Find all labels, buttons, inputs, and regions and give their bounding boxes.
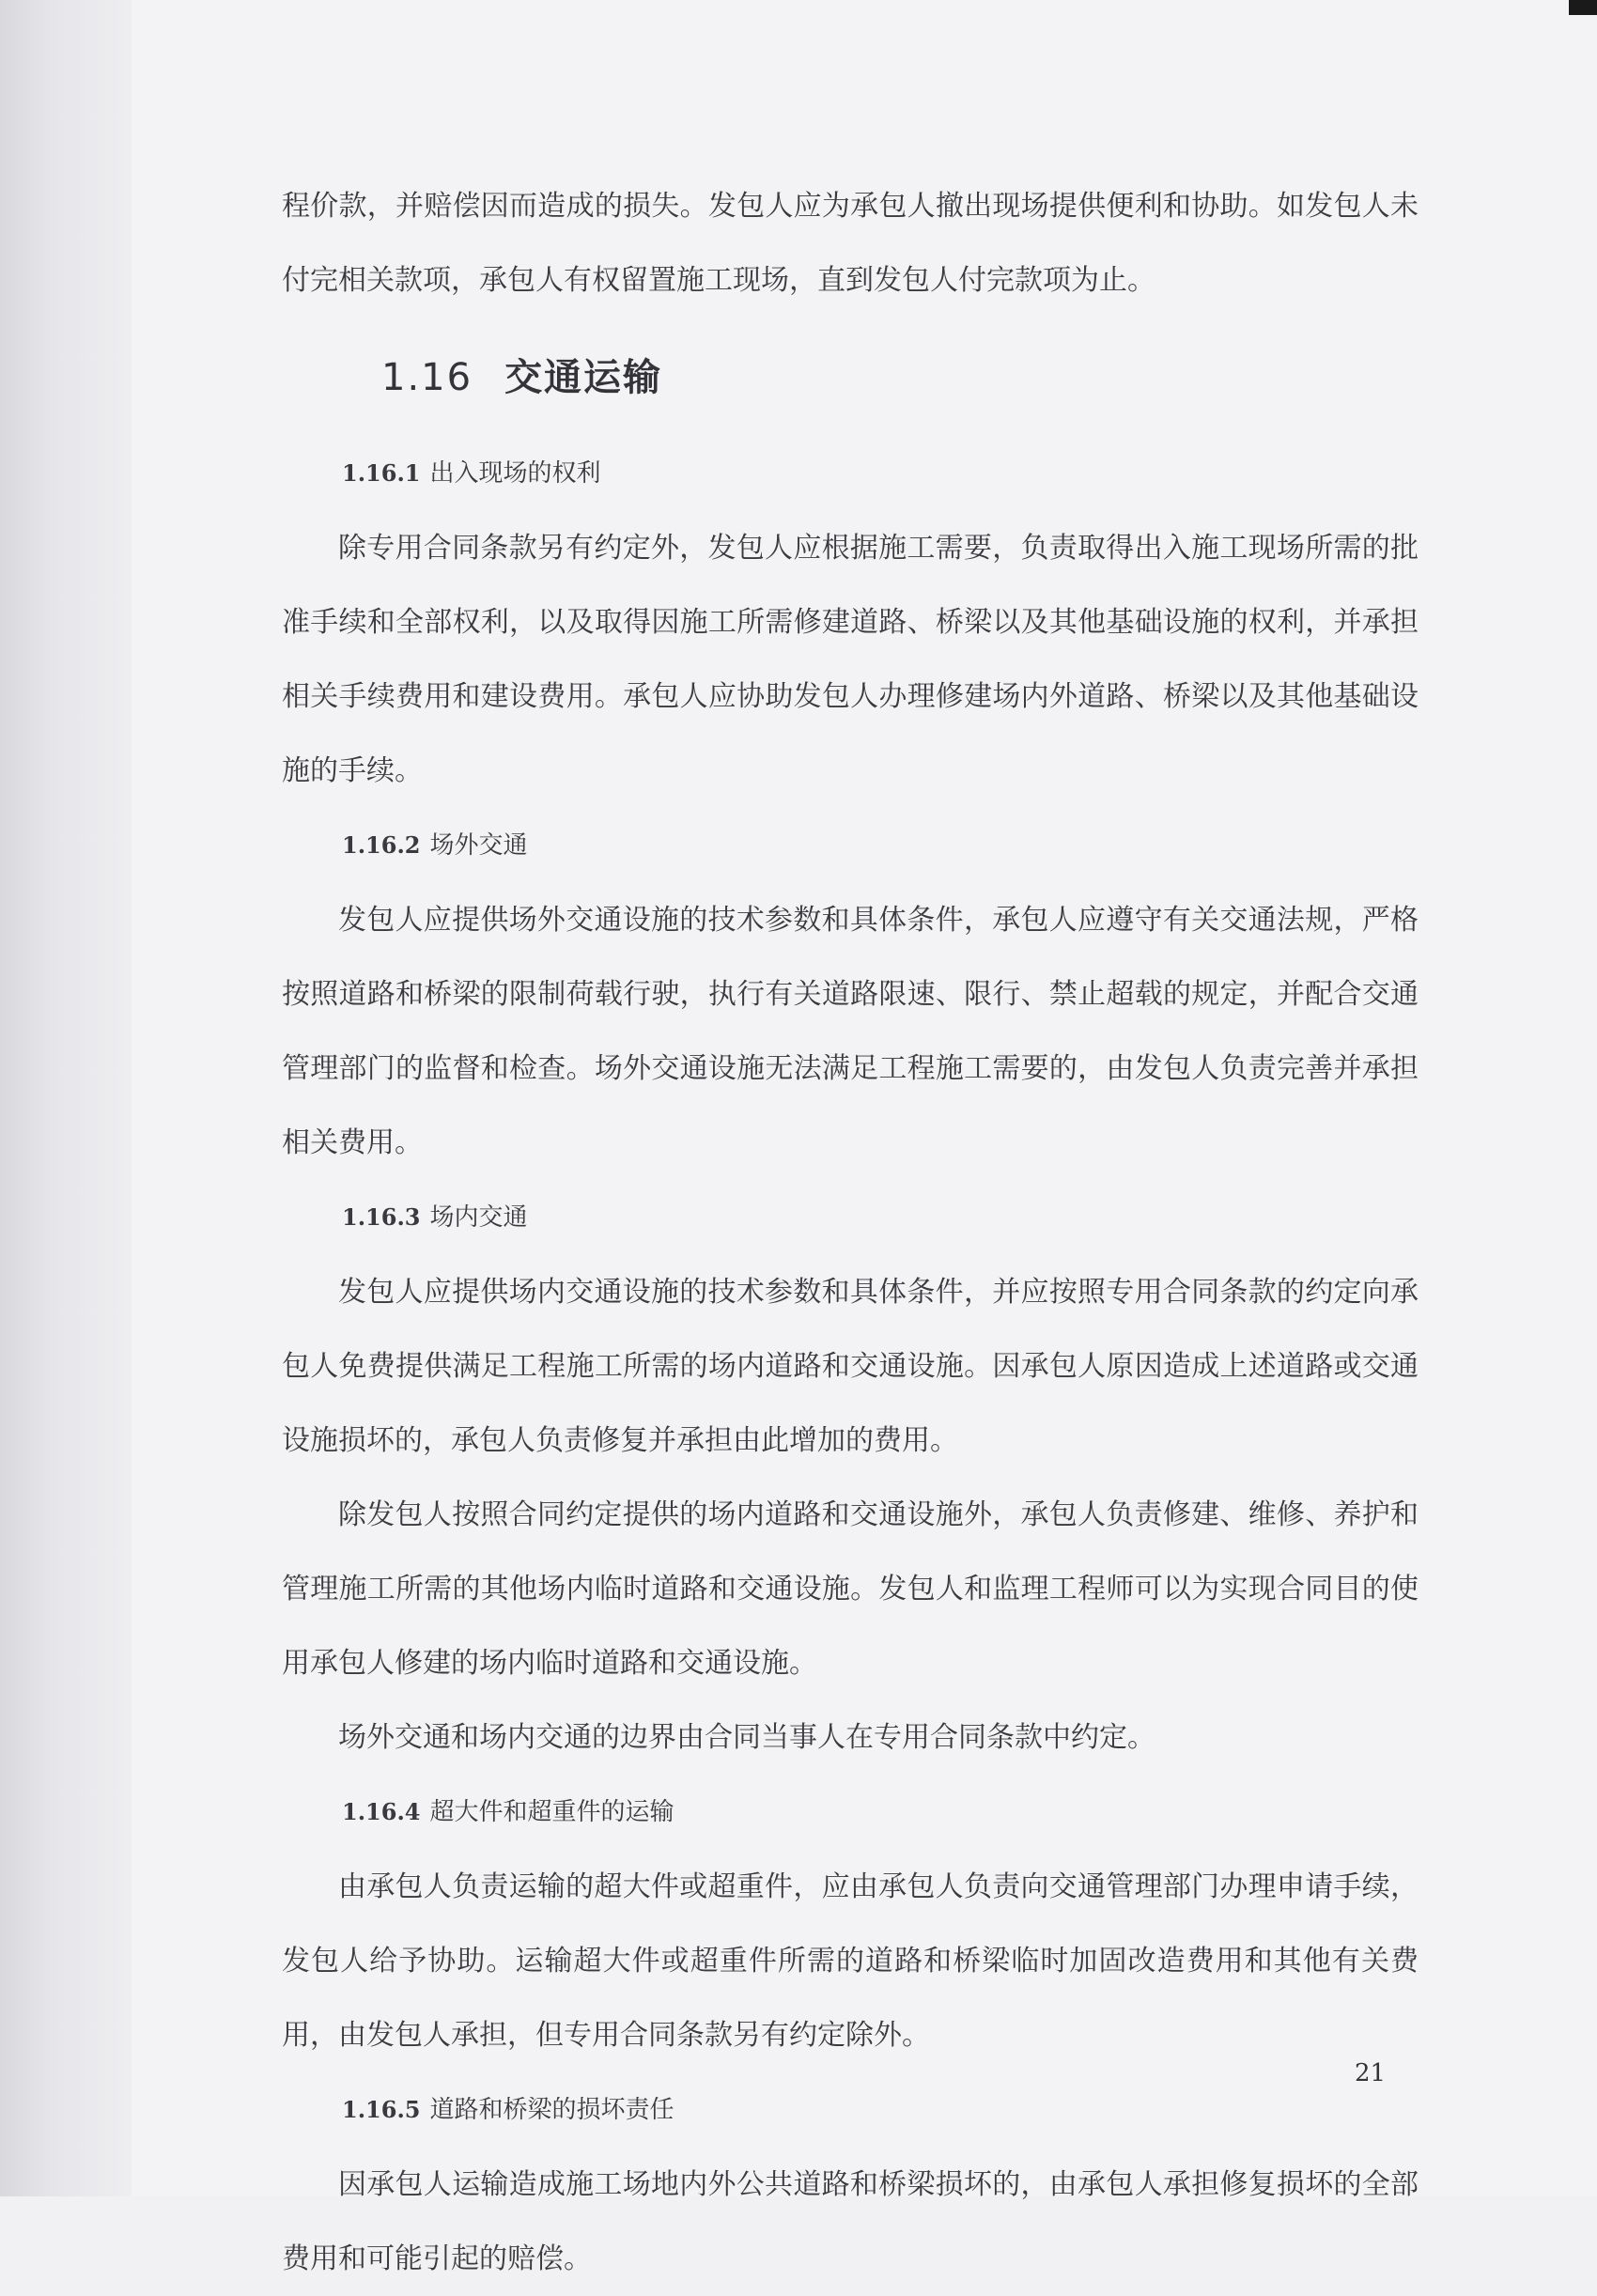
paragraph: 除发包人按照合同约定提供的场内道路和交通设施外，承包人负责修建、维修、养护和管理施工所需的其他场内临时道路和交通设施。发包人和监理工程师可以为实现合同目的使用承包人修建的场内临时道路和交通设施。 bbox=[282, 1498, 1419, 1680]
subsection-number: 1.16.4 bbox=[342, 1798, 421, 1825]
subsection-title: 场外交通 bbox=[429, 831, 528, 860]
subsection-heading bbox=[282, 436, 1419, 511]
section-heading bbox=[282, 327, 1419, 428]
document-body bbox=[282, 169, 1419, 2296]
subsection-number: 1.16.5 bbox=[342, 2096, 421, 2123]
paragraph: 发包人应提供场外交通设施的技术参数和具体条件，承包人应遵守有关交通法规，严格按照道路和桥梁的限制荷载行驶，执行有关道路限速、限行、禁止超载的规定，并配合交通管理部门的监督和检查。场外交通设施无法满足工程施工需要的，由发包人负责完善并承担相关费用。 bbox=[282, 904, 1419, 1159]
subsection-title: 场内交通 bbox=[429, 1203, 528, 1232]
paragraph: 除专用合同条款另有约定外，发包人应根据施工需要，负责取得出入施工现场所需的批准手续和全部权利，以及取得因施工所需修建道路、桥梁以及其他基础设施的权利，并承担相关手续费用和建设费用。承包人应协助发包人办理修建场内外道路、桥梁以及其他基础设施的手续。 bbox=[282, 532, 1419, 787]
subsection-title: 出入现场的权利 bbox=[429, 459, 601, 488]
scan-edge-mark bbox=[1569, 0, 1597, 15]
page-number: 21 bbox=[1355, 2059, 1387, 2087]
book-gutter-shadow bbox=[0, 0, 132, 2196]
subsection-heading bbox=[282, 808, 1419, 883]
subsection-heading bbox=[282, 2072, 1419, 2148]
paragraph: 场外交通和场内交通的边界由合同当事人在专用合同条款中约定。 bbox=[338, 1721, 1155, 1754]
paragraph: 因承包人运输造成施工场地内外公共道路和桥梁损坏的，由承包人承担修复损坏的全部费用和可能引起的赔偿。 bbox=[282, 2168, 1419, 2275]
paragraph: 由承包人负责运输的超大件或超重件，应由承包人负责向交通管理部门办理申请手续，发包人给予协助。运输超大件或超重件所需的道路和桥梁临时加固改造费用和其他有关费用，由发包人承担，但专用合同条款另有约定除外。 bbox=[282, 1870, 1419, 2052]
section-number: 1.16 bbox=[381, 356, 473, 399]
subsection-number: 1.16.2 bbox=[342, 831, 421, 859]
intro-paragraph: 程价款，并赔偿因而造成的损失。发包人应为承包人撤出现场提供便利和协助。如发包人未付完相关款项，承包人有权留置施工现场，直到发包人付完款项为止。 bbox=[282, 190, 1419, 297]
subsection-heading bbox=[282, 1775, 1419, 1850]
subsection-title: 道路和桥梁的损坏责任 bbox=[429, 2096, 674, 2124]
subsection-number: 1.16.3 bbox=[342, 1203, 421, 1231]
subsection-heading bbox=[282, 1180, 1419, 1255]
section-title: 交通运输 bbox=[504, 356, 663, 399]
subsection-number: 1.16.1 bbox=[342, 459, 421, 487]
subsection-title: 超大件和超重件的运输 bbox=[429, 1798, 674, 1826]
paragraph: 发包人应提供场内交通设施的技术参数和具体条件，并应按照专用合同条款的约定向承包人免费提供满足工程施工所需的场内道路和交通设施。因承包人原因造成上述道路或交通设施损坏的，承包人负责修复并承担由此增加的费用。 bbox=[282, 1276, 1419, 1457]
